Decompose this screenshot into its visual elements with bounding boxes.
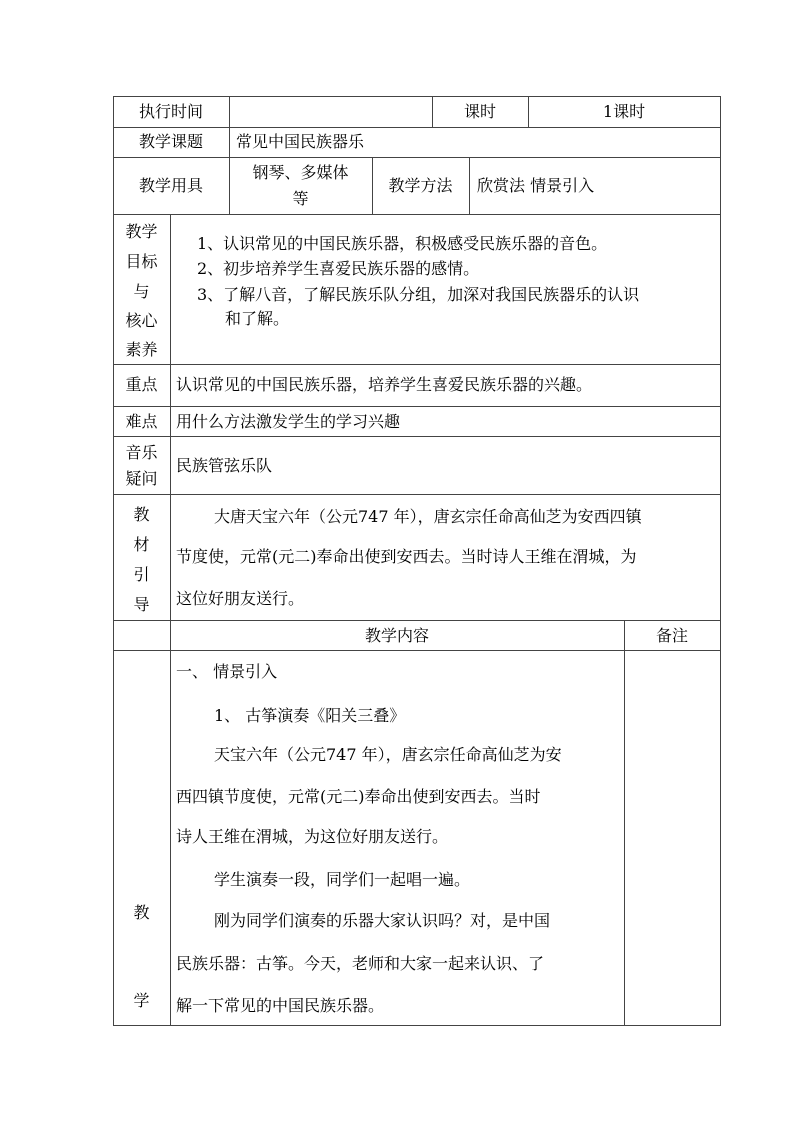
row-divider <box>113 127 721 128</box>
row-divider <box>113 650 721 651</box>
goal-item: 2、初步培养学生喜爱民族乐器的感情。 <box>197 259 480 278</box>
goals-label-3: 与 <box>133 282 150 301</box>
intro-line: 大唐天宝六年（公元747 年），唐玄宗任命高仙芝为安西四镇 <box>214 507 642 526</box>
row-divider <box>113 620 721 621</box>
difficulty-value: 用什么方法激发学生的学习兴趣 <box>176 412 401 431</box>
intro-label-1: 教 <box>133 505 150 524</box>
process-line: 学生演奏一段，同学们一起唱一遍。 <box>214 870 471 889</box>
music-question-label-1: 音乐 <box>125 443 158 462</box>
table-border-right <box>720 96 721 1026</box>
goals-label-1: 教学 <box>125 222 158 241</box>
col-divider <box>170 214 171 1026</box>
intro-line: 这位好朋友送行。 <box>176 589 305 608</box>
tools-label: 教学用具 <box>138 176 203 195</box>
col-divider <box>229 96 230 157</box>
intro-line: 节度使，元常(元二)奉命出使到安西去。当时诗人王维在渭城，为 <box>176 547 637 566</box>
difficulty-label: 难点 <box>125 412 158 431</box>
col-divider <box>469 157 470 214</box>
method-label: 教学方法 <box>388 176 453 195</box>
goals-label-4: 核心 <box>125 311 158 330</box>
method-value: 欣赏法 情景引入 <box>477 176 595 195</box>
tools-value-line2: 等 <box>292 189 309 208</box>
key-point-label: 重点 <box>125 375 158 394</box>
exec-time-label: 执行时间 <box>138 102 203 121</box>
process-line: 天宝六年（公元747 年），唐玄宗任命高仙芝为安 <box>214 745 562 764</box>
table-border-bottom <box>113 1025 721 1026</box>
col-divider <box>624 620 625 1026</box>
item-heading: 1、 古筝演奏《阳关三叠》 <box>214 706 406 725</box>
row-divider <box>113 214 721 215</box>
row-divider <box>113 436 721 437</box>
goals-label-2: 目标 <box>125 252 158 271</box>
notes-header: 备注 <box>655 626 688 645</box>
intro-label-3: 引 <box>133 565 150 584</box>
intro-label-4: 导 <box>133 595 150 614</box>
goal-item: 3、了解八音，了解民族乐队分组，加深对我国民族器乐的认识 <box>197 285 640 304</box>
intro-label-2: 材 <box>133 535 150 554</box>
process-line: 刚为同学们演奏的乐器大家认识吗？对，是中国 <box>214 911 551 930</box>
music-question-value: 民族管弦乐队 <box>176 456 273 475</box>
tools-value-line1: 钢琴、多媒体 <box>252 163 349 182</box>
key-point-value: 认识常见的中国民族乐器，培养学生喜爱民族乐器的兴趣。 <box>176 375 593 394</box>
process-label-2: 学 <box>133 991 150 1010</box>
row-divider <box>113 406 721 407</box>
content-header: 教学内容 <box>364 626 429 645</box>
row-divider <box>113 364 721 365</box>
table-border-top <box>113 96 721 97</box>
goal-item: 和了解。 <box>225 309 290 328</box>
topic-value: 常见中国民族器乐 <box>236 132 365 151</box>
section-heading: 一、 情景引入 <box>176 662 278 681</box>
period-label: 课时 <box>463 102 496 121</box>
process-label-1: 教 <box>133 903 150 922</box>
process-line: 民族乐器：古筝。今天，老师和大家一起来认识、了 <box>176 954 545 973</box>
row-divider <box>113 494 721 495</box>
period-value: 1课时 <box>602 102 646 121</box>
process-line: 诗人王维在渭城，为这位好朋友送行。 <box>176 827 449 846</box>
row-divider <box>113 157 721 158</box>
music-question-label-2: 疑问 <box>125 469 158 488</box>
process-line: 西四镇节度使，元常(元二)奉命出使到安西去。当时 <box>176 787 541 806</box>
process-line: 解一下常见的中国民族乐器。 <box>176 996 385 1015</box>
topic-label: 教学课题 <box>138 132 203 151</box>
goal-item: 1、认识常见的中国民族乐器，积极感受民族乐器的音色。 <box>197 234 608 253</box>
goals-label-5: 素养 <box>125 340 158 359</box>
